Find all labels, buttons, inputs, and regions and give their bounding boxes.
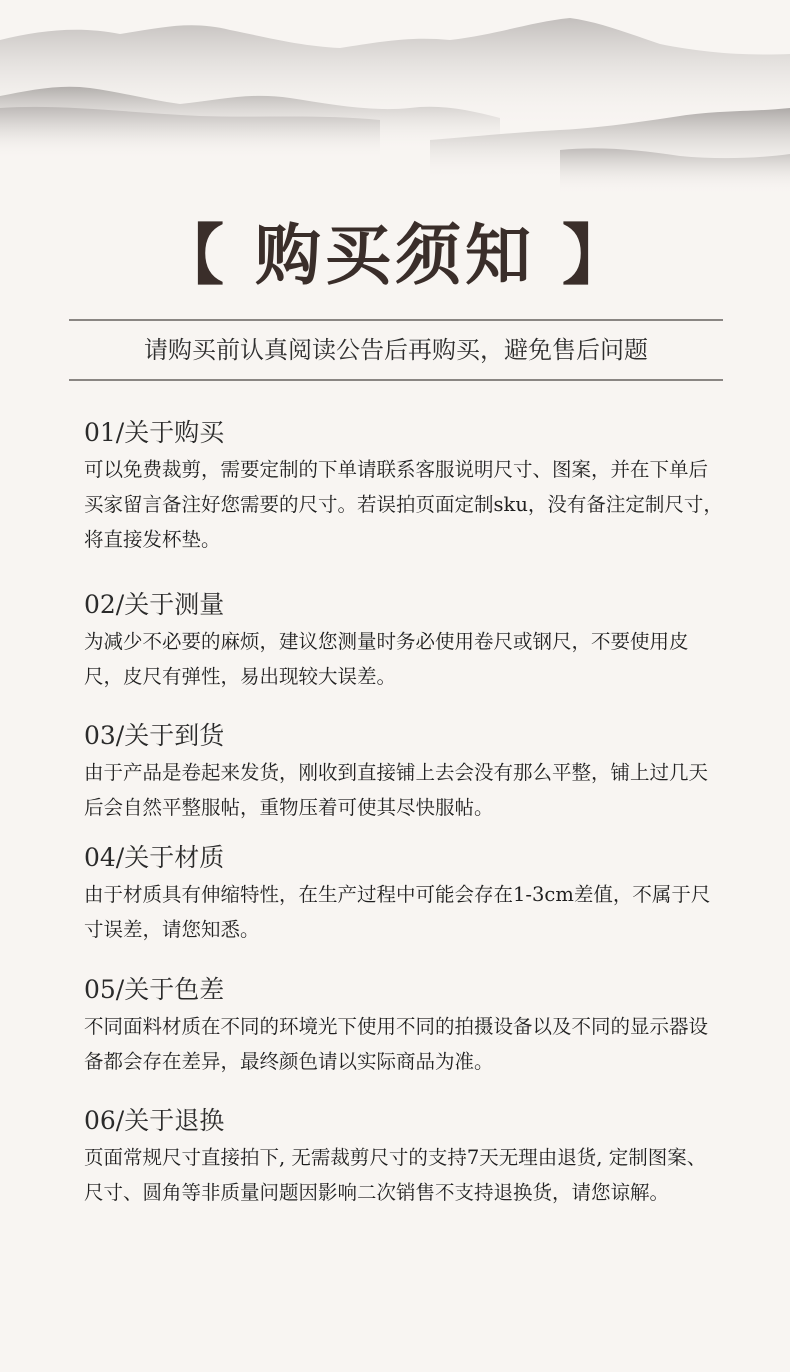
section-heading: 04/关于材质 bbox=[84, 843, 225, 872]
divider-top bbox=[69, 319, 723, 321]
section-body: 页面常规尺寸直接拍下, 无需裁剪尺寸的支持7天无理由退货, 定制图案、尺寸、圆角等非质量问题因影响二次销售不支持退换货，请您谅解。 bbox=[84, 1146, 707, 1204]
section-heading: 03/关于到货 bbox=[84, 721, 225, 750]
section-body: 可以免费裁剪，需要定制的下单请联系客服说明尺寸、图案，并在下单后买家留言备注好您需要的尺寸。若误拍页面定制sku，没有备注定制尺寸，将直接发杯垫。 bbox=[84, 458, 723, 551]
notice-section-color-difference bbox=[84, 975, 724, 1079]
notice-section-measurement bbox=[84, 590, 724, 694]
ink-mountain-landscape bbox=[0, 0, 790, 200]
section-body: 为减少不必要的麻烦，建议您测量时务必使用卷尺或钢尺，不要使用皮尺，皮尺有弹性，易出现较大误差。 bbox=[84, 630, 689, 688]
section-heading: 05/关于色差 bbox=[84, 975, 225, 1004]
section-body: 由于材质具有伸缩特性，在生产过程中可能会存在1-3cm差值，不属于尺寸误差，请您知悉。 bbox=[84, 883, 711, 941]
notice-section-purchase bbox=[84, 418, 724, 557]
section-body: 不同面料材质在不同的环境光下使用不同的拍摄设备以及不同的显示器设备都会存在差异，最终颜色请以实际商品为准。 bbox=[84, 1015, 709, 1073]
notice-section-material bbox=[84, 843, 724, 947]
notice-section-returns bbox=[84, 1106, 724, 1210]
section-heading: 01/关于购买 bbox=[84, 418, 225, 447]
divider-bottom bbox=[69, 379, 723, 381]
page-title: 【 购买须知 】 bbox=[158, 216, 632, 294]
section-body: 由于产品是卷起来发货，刚收到直接铺上去会没有那么平整，铺上过几天后会自然平整服帖，重物压着可使其尽快服帖。 bbox=[84, 761, 709, 819]
section-heading: 02/关于测量 bbox=[84, 590, 225, 619]
notice-subtitle: 请购买前认真阅读公告后再购买，避免售后问题 bbox=[144, 336, 648, 364]
section-heading: 06/关于退换 bbox=[84, 1106, 225, 1135]
notice-section-arrival bbox=[84, 721, 724, 825]
